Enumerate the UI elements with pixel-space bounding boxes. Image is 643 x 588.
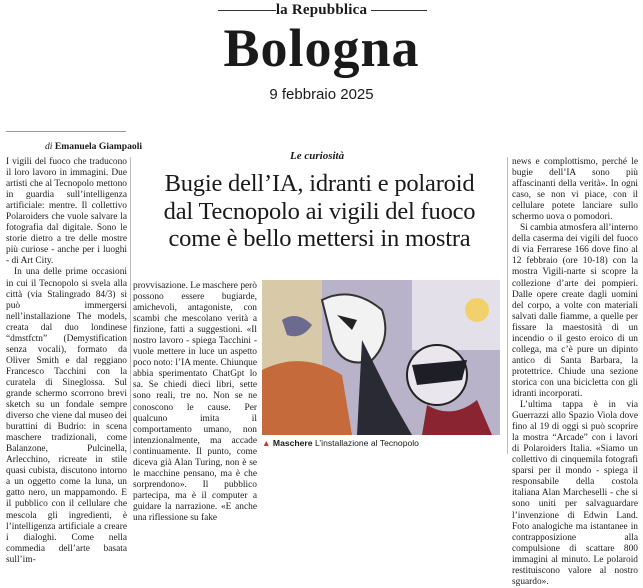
photo-illustration (262, 280, 500, 435)
headline-line: come è bello mettersi in mostra (168, 225, 471, 252)
masthead (0, 0, 643, 108)
byline (45, 141, 142, 152)
byline-rule (6, 131, 126, 132)
paper-name: la Repubblica (275, 2, 368, 18)
headline (132, 170, 507, 253)
byline-author: Emanuela Giampaoli (54, 141, 143, 152)
paragraph: Si cambia atmosfera all’interno della caserma dei vigili del fuoco di via Ferrarese 166 dove fino al 12 febbraio (ore 10-18) con la mostra Vigili-narte si scopre la collezione d’arte dei pompieri. Dalle opere create dagli uomini del corpo, a volte con materiali salvati dalle fiamme, a quelle per fissare la maestosità di un incendio o il gesto eroico di un collega, ma c’è pure un dipinto antico di Santa Barbara, la protettrice. Chiude una sezione storica con una bicicletta con gli idranti incorporati. (512, 223, 638, 399)
headline-line: Bugie dell’IA, idranti e polaroid (164, 170, 475, 197)
photo-caption (262, 438, 502, 448)
paragraph: L’ultima tappa è in via Guerrazzi allo Spazio Viola dove fino al 19 di oggi si può scoprire la mostra “Arcade” con i lavori di Polaroiders Italia. «Siamo un collettivo di cinquemila fotografi sparsi per il mondo - spiega il responsabile della costola italiana Alan Marcheselli - che si sono uniti per salvaguardare l’invenzione di Edwin Land. Foto analogiche ma istantanee in contrapposizione alla compulsione di scattare 800 immagini al minuto. Le polaroid restituiscono valore al nostro sguardo». (512, 400, 638, 587)
headline-line: dal Tecnopolo ai vigili del fuoco (163, 197, 476, 225)
paragraph: news e complottismo, perché le bugie dell’IA sono più affascinanti della verità». In ogni caso, se non vi piace, con il cellulare potete lanciare sullo schermo uova o pomodori. (512, 157, 638, 223)
paragraph: provvisazione. Le maschere però possono essere bugiarde, amichevoli, antagoniste, con scambi che mescolano verità a finzione, fatti a suggestioni. «Il nostro lavoro - spiega Tacchini - vuole mettere in luce un aspetto poco noto: l’IA mente. Chiunque abbia sperimentato ChatGpt lo sa. Se chiedi dieci libri, sette sono reali, tre no. Non se ne conoscono le cause. Per qualcuno imita il comportamento umano, non intenzionalmente, ma accade continuamente. Il punto, come diceva già Alan Turing, non è se le macchine pensano, ma è che sorprendono». Il pubblico partecipa, ma è il computer a guidare la narrazione. «E anche una riflessione su fake (133, 281, 257, 523)
column-divider (130, 157, 131, 454)
article-column-2 (133, 281, 257, 523)
caption-label: Maschere (272, 438, 313, 448)
column-divider (507, 157, 508, 454)
article-column-1 (6, 157, 127, 565)
caption-text: L’installazione al Tecnopolo (314, 438, 419, 448)
paragraph: I vigili del fuoco che traducono il loro lavoro in immagini. Due artisti che al Tecnopolo mettono in guardia sull’intelligenza artificiale: mentre. Il collettivo Polaroiders che vuole salvare la fotografia dal digitale. Sono le storie dietro a tre delle mostre più curiose - anche per i luoghi - di Art City. (6, 157, 127, 267)
publication-date: 9 febbraio 2025 (269, 86, 374, 103)
byline-prefix: di (45, 141, 53, 152)
article-column-3 (512, 157, 638, 587)
paragraph: In una delle prime occasioni in cui il Tecnopolo si svela alla città (via Stalingrado 84/3) si può immergersi nell’installazione The models, creata dal duo londinese “dmstfctn” (Demystification senza vocali), formato da Oliver Smith e dal reggiano Francesco Tacchini con la curatela di Sineglossa. Sul grande schermo scorrono brevi sketch su un fondale sempre diverso che viene dal museo dei burattini di Budrio: in scena maschere tradizionali, come Balanzone, Pulcinella, Arlecchino, ricreate in stile quasi cubista, discutono intorno a un oggetto come la luna, un gatto nero, un mappamondo. E il pubblico con il cellulare che mescola gli ingredienti, è l’intelligenza artificiale a creare i dialoghi. Come nella commedia dell’arte basata sull’im- (6, 267, 127, 565)
edition-title: Bologna (223, 18, 420, 78)
caption-arrow-icon: ▲ (262, 438, 271, 448)
article-photo (262, 280, 500, 435)
kicker: Le curiosità (290, 150, 345, 162)
